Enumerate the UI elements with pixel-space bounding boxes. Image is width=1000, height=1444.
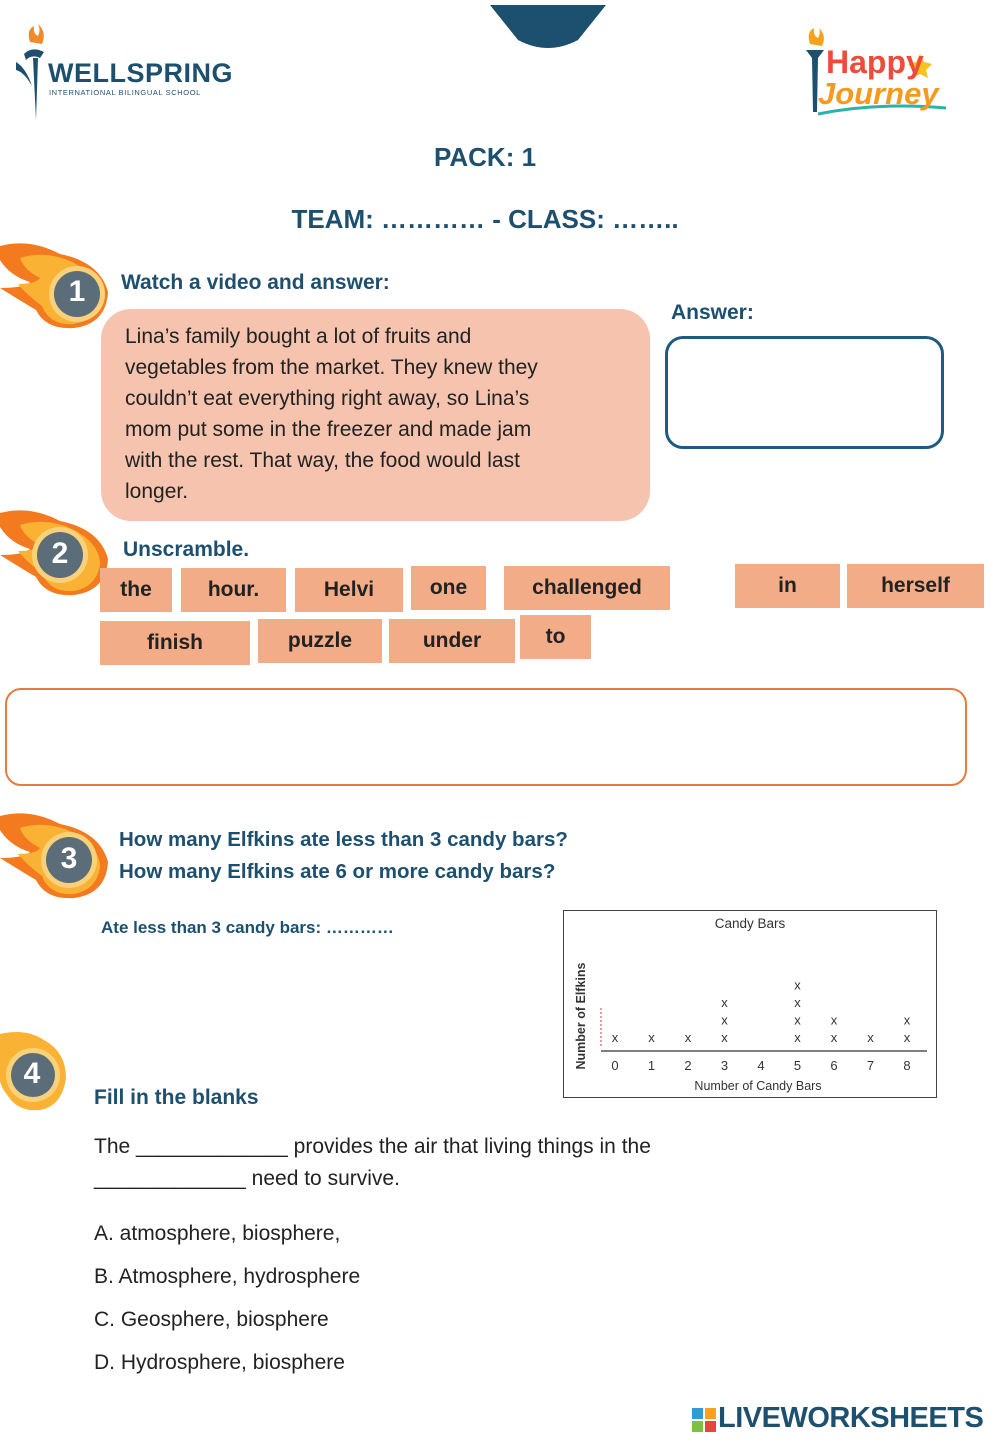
data-point-x-mark: x <box>611 1030 619 1045</box>
x-tick-label: 7 <box>866 1058 875 1073</box>
data-point-x-mark: x <box>830 1012 838 1028</box>
program-name-journey: Journey <box>818 76 939 111</box>
pack-title: PACK: 1 <box>433 142 537 172</box>
data-point-x-mark: x <box>903 1012 911 1028</box>
x-tick-label: 1 <box>647 1058 656 1073</box>
fill-sentence-line-2: _____________ need to survive. <box>94 1167 400 1190</box>
data-point-x-mark: x <box>794 1030 801 1045</box>
x-tick-label: 2 <box>684 1058 692 1073</box>
story-line: with the rest. That way, the food would last <box>125 449 520 472</box>
question-less-than-3: How many Elfkins ate less than 3 candy bars? <box>119 828 568 851</box>
section-2-badge <box>0 507 110 597</box>
question-6-or-more: How many Elfkins ate 6 or more candy bars? <box>119 860 556 883</box>
word-tile[interactable]: herself <box>847 564 984 608</box>
data-point-x-mark: x <box>794 977 801 993</box>
data-point-x-mark: x <box>721 995 728 1010</box>
chart-title: Candy Bars <box>714 916 786 931</box>
section-3-badge <box>0 810 110 900</box>
section-1-badge <box>0 240 110 330</box>
top-tab-decoration <box>490 0 606 50</box>
x-tick-label: 4 <box>757 1058 765 1073</box>
x-tick-label: 3 <box>720 1058 729 1073</box>
x-tick-label: 8 <box>903 1058 911 1073</box>
section-2-heading: Unscramble. <box>123 538 250 561</box>
x-tick-label: 6 <box>830 1058 838 1073</box>
word-tile[interactable]: the <box>100 568 172 612</box>
word-tile[interactable]: under <box>389 619 515 663</box>
data-point-x-mark: x <box>903 1030 911 1045</box>
answer-label: Answer: <box>671 301 754 324</box>
section-2-number: 2 <box>51 537 69 570</box>
data-point-x-mark: x <box>684 1030 692 1045</box>
section-3-number: 3 <box>60 842 78 875</box>
option-a[interactable]: A. atmosphere, biosphere, <box>94 1222 341 1245</box>
option-c[interactable]: C. Geosphere, biosphere <box>94 1308 329 1331</box>
word-tile[interactable]: puzzle <box>258 619 382 663</box>
data-point-x-mark: x <box>721 1012 728 1028</box>
word-tile[interactable]: Helvi <box>295 568 403 612</box>
sentence-answer-box[interactable] <box>5 688 967 786</box>
data-point-x-mark: x <box>721 1030 728 1045</box>
data-point-x-mark: x <box>867 1030 874 1045</box>
option-b[interactable]: B. Atmosphere, hydrosphere <box>94 1265 361 1288</box>
word-tile[interactable]: hour. <box>181 568 286 612</box>
data-point-x-mark: x <box>794 1012 801 1028</box>
data-point-x-mark: x <box>794 995 801 1010</box>
section-4-number: 4 <box>23 1057 41 1090</box>
story-line: mom put some in the freezer and made jam <box>125 418 532 441</box>
x-tick-label: 5 <box>793 1058 802 1073</box>
program-name-happy: Happy <box>826 44 924 80</box>
word-tile[interactable]: challenged <box>504 566 670 610</box>
option-d[interactable]: D. Hydrosphere, biosphere <box>94 1351 345 1374</box>
story-line: vegetables from the market. They knew they <box>125 356 538 379</box>
school-name: WELLSPRING <box>48 58 233 88</box>
story-line: Lina’s family bought a lot of fruits and <box>125 325 472 348</box>
team-class-line: TEAM: ………… - CLASS: …….. <box>291 204 679 234</box>
story-line: longer. <box>125 480 189 503</box>
data-point-x-mark: x <box>648 1030 655 1045</box>
data-point-x-mark: x <box>830 1030 838 1045</box>
answer-prompt-less-than-3[interactable]: Ate less than 3 candy bars: ………… <box>101 918 394 937</box>
x-axis-label: Number of Candy Bars <box>694 1079 822 1093</box>
candy-bars-line-plot <box>563 910 937 1098</box>
liveworksheets-brand: LIVEWORKSHEETS <box>718 1402 984 1434</box>
y-axis-label: Number of Elfkins <box>574 962 588 1070</box>
word-tile[interactable]: to <box>520 615 591 659</box>
section-1-heading: Watch a video and answer: <box>121 271 390 294</box>
answer-input-box[interactable] <box>665 336 944 449</box>
story-line: couldn’t eat everything right away, so Lina’s <box>125 387 530 410</box>
x-tick-label: 0 <box>611 1058 619 1073</box>
word-tile[interactable]: one <box>411 566 486 610</box>
school-subtitle: INTERNATIONAL BILINGUAL SCHOOL <box>49 88 201 97</box>
word-tile[interactable]: in <box>735 564 840 608</box>
fill-sentence-line-1: The _____________ provides the air that living things in the <box>94 1135 651 1158</box>
section-4-heading: Fill in the blanks <box>94 1086 259 1109</box>
word-tile[interactable]: finish <box>100 621 250 665</box>
liveworksheets-logo-icon <box>692 1408 716 1432</box>
story-passage <box>101 309 650 521</box>
section-1-number: 1 <box>68 275 86 308</box>
